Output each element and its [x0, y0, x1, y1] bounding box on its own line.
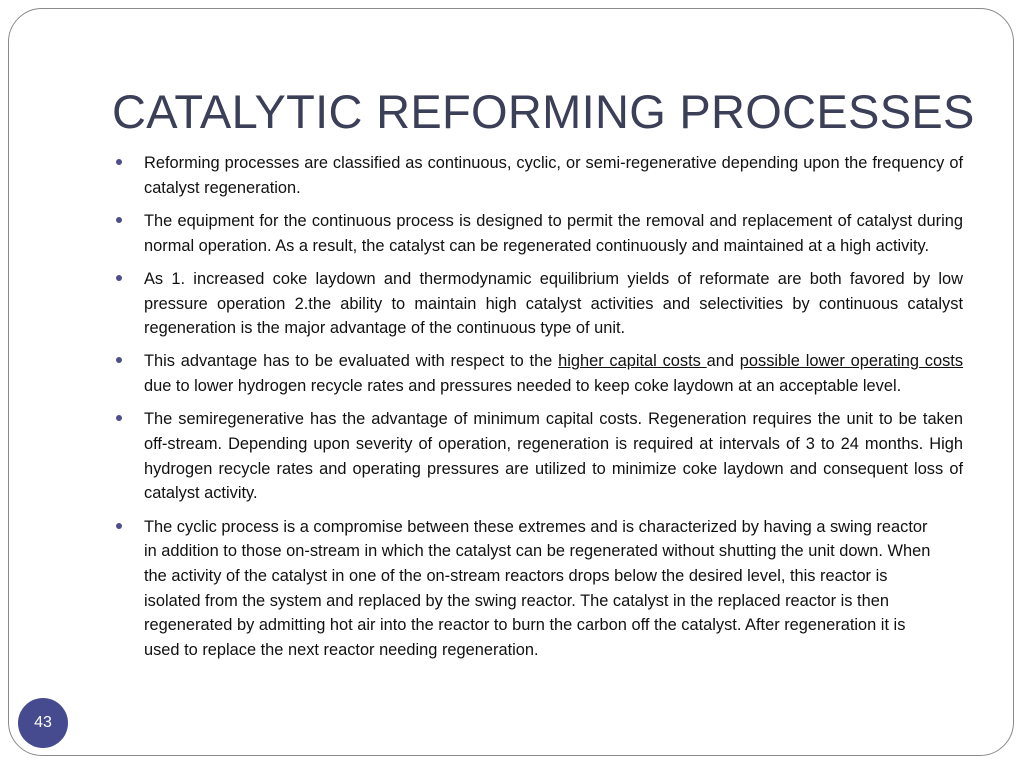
- underlined-phrase-possible-lower-operating-costs: possible lower operating costs: [739, 352, 964, 371]
- bullet-text: The semiregenerative has the advantage of minimum capital costs. Regeneration requires the unit to be taken off-stream. Depending upon severity of operation, regeneration is required at intervals of 3 to 24 months. High hydrogen recycle rates and operating pressures are utilized to minimize coke laydown and consequent loss of catalyst activity.: [144, 410, 963, 503]
- bullet-text: The equipment for the continuous process is designed to permit the removal and replacement of catalyst during normal operation. As a result, the catalyst can be regenerated continuously and maintained at a high activity.: [144, 211, 963, 255]
- bullet-text-part: due to lower hydrogen recycle rates and pressures needed to keep coke laydown at an acceptable level.: [144, 377, 902, 396]
- bullet-dot-icon: [116, 523, 122, 529]
- bullet-dot-icon: [116, 357, 122, 363]
- bullet-item-2: [112, 209, 963, 258]
- bullet-list: [112, 151, 963, 671]
- bullet-text: The cyclic process is a compromise between these extremes and is characterized by having a swing reactor in addition to those on-stream in which the catalyst can be regenerated without shutting the unit down. When the activity of the catalyst in one of the on-stream reactors drops below the desired level, this reactor is isolated from the system and replaced by the swing reactor. The catalyst in the replaced reactor is then regenerated by admitting hot air into the reactor to burn the carbon off the catalyst. After regeneration it is used to replace the next reactor needing regeneration.: [144, 517, 931, 660]
- bullet-text-part: This advantage has to be evaluated with respect to the: [144, 352, 559, 371]
- page-number: 43: [34, 714, 52, 731]
- bullet-dot-icon: [116, 415, 122, 421]
- bullet-item-6: [112, 515, 963, 663]
- bullet-item-5: [112, 407, 963, 506]
- underlined-phrase-higher-capital-costs: higher capital costs: [558, 352, 707, 371]
- bullet-text: As 1. increased coke laydown and thermodynamic equilibrium yields of reformate are both favored by low pressure operation 2.the ability to maintain high catalyst activities and selectivities by continuous catalyst regeneration is the major advantage of the continuous type of unit.: [144, 269, 963, 338]
- bullet-dot-icon: [116, 217, 122, 223]
- bullet-item-3: [112, 267, 963, 341]
- slide-title: CATALYTIC REFORMING PROCESSES: [112, 85, 975, 138]
- bullet-item-4: [112, 349, 963, 398]
- bullet-text-part: and: [706, 352, 740, 371]
- bullet-dot-icon: [116, 159, 122, 165]
- bullet-item-1: [112, 151, 963, 200]
- bullet-text: Reforming processes are classified as continuous, cyclic, or semi-regenerative depending upon the frequency of catalyst regeneration.: [144, 154, 963, 197]
- bullet-dot-icon: [116, 275, 122, 281]
- page-number-badge: [18, 698, 68, 748]
